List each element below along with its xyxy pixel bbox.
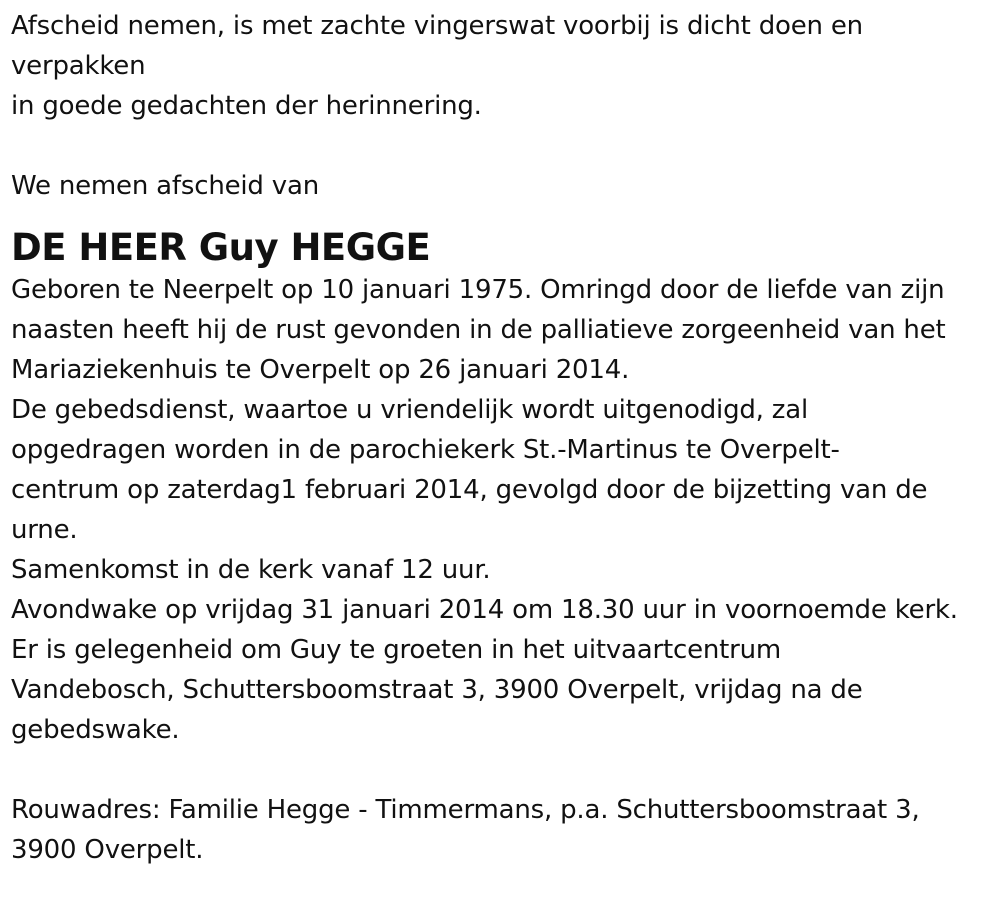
body-line: gebedswake. bbox=[11, 715, 180, 745]
body-line: Er is gelegenheid om Guy te groeten in het uitvaartcentrum bbox=[11, 635, 782, 665]
spacer bbox=[11, 750, 1000, 790]
poem-line-1: Afscheid nemen, is met zachte vingerswat voorbij is dicht doen en bbox=[11, 11, 863, 41]
body-line: Geboren te Neerpelt op 10 januari 1975. Omringd door de liefde van zijn bbox=[11, 275, 945, 305]
body-line: Mariaziekenhuis te Overpelt op 26 januari 2014. bbox=[11, 355, 630, 385]
address-line-1: Rouwadres: Familie Hegge - Timmermans, p.a. Schuttersboomstraat 3, bbox=[11, 795, 920, 825]
address-line-2: 3900 Overpelt. bbox=[11, 835, 204, 865]
body-line: opgedragen worden in de parochiekerk St.-Martinus te Overpelt- bbox=[11, 435, 840, 465]
deceased-name: DE HEER Guy HEGGE bbox=[11, 226, 431, 269]
intro-text: We nemen afscheid van bbox=[11, 171, 319, 201]
body-line: Samenkomst in de kerk vanaf 12 uur. bbox=[11, 555, 491, 585]
poem-line-3: in goede gedachten der herinnering. bbox=[11, 91, 482, 121]
body-line: urne. bbox=[11, 515, 78, 545]
body-line: Avondwake op vrijdag 31 januari 2014 om 18.30 uur in voornoemde kerk. bbox=[11, 595, 958, 625]
body-line: Vandebosch, Schuttersboomstraat 3, 3900 Overpelt, vrijdag na de bbox=[11, 675, 863, 705]
spacer bbox=[11, 126, 1000, 166]
body-line: De gebedsdienst, waartoe u vriendelijk wordt uitgenodigd, zal bbox=[11, 395, 809, 425]
poem-line-2: verpakken bbox=[11, 51, 146, 81]
body-line: naasten heeft hij de rust gevonden in de palliatieve zorgeenheid van het bbox=[11, 315, 946, 345]
body-line: centrum op zaterdag1 februari 2014, gevolgd door de bijzetting van de bbox=[11, 475, 928, 505]
